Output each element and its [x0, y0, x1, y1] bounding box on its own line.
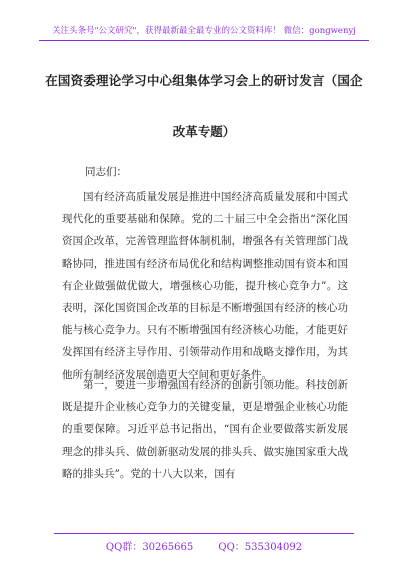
header-banner: 关注头条号"公文研究"，获得最新最全最专业的公文资料库！ 微信：gongwenyj [39, 24, 369, 41]
greeting: 同志们： [85, 166, 127, 178]
body-paragraph-1: 国有经济高质量发展是推进中国经济高质量发展和中国式现代化的重要基础和保障。党的二十届三中全会指出“深化国资国企改革，完善管理监督体制机制，增强各有关管理部门战略协同，推进国有经济布局优化和结构调整推动国有资本和国有企业做强做优做大，增强核心功能，提升核心竞争力”。这表明，深化国资国企改革的目标是不断增强国有经济的核心功能与核心竞争力。只有不断增强国有经济核心功能，才能更好发挥国有经济主导作用、引领带动作用和战略支撑作用，为其他所有制经济发展创造更大空间和更好条件。 [62, 191, 348, 381]
qq-group-text: QQ群：30265665 [105, 542, 194, 553]
qq-text: QQ：535304092 [218, 542, 303, 553]
title-line-2: 改革专题） [172, 124, 236, 139]
title-line-1: 在国资委理论学习中心组集体学习会上的研讨发言（国企 [45, 73, 363, 88]
body-paragraph-2: 第一，要进一步增强国有经济的创新引领功能。科技创新既是提升企业核心竞争力的关键变量，更是增强企业核心功能的重要保障。习近平总书记指出，“国有企业要做落实新发展理念的排头兵、做创新驱动发展的排头兵、做实施国家重大战略的排头兵”。党的十八大以来，国有 [62, 379, 348, 480]
footer-contact [54, 533, 354, 553]
